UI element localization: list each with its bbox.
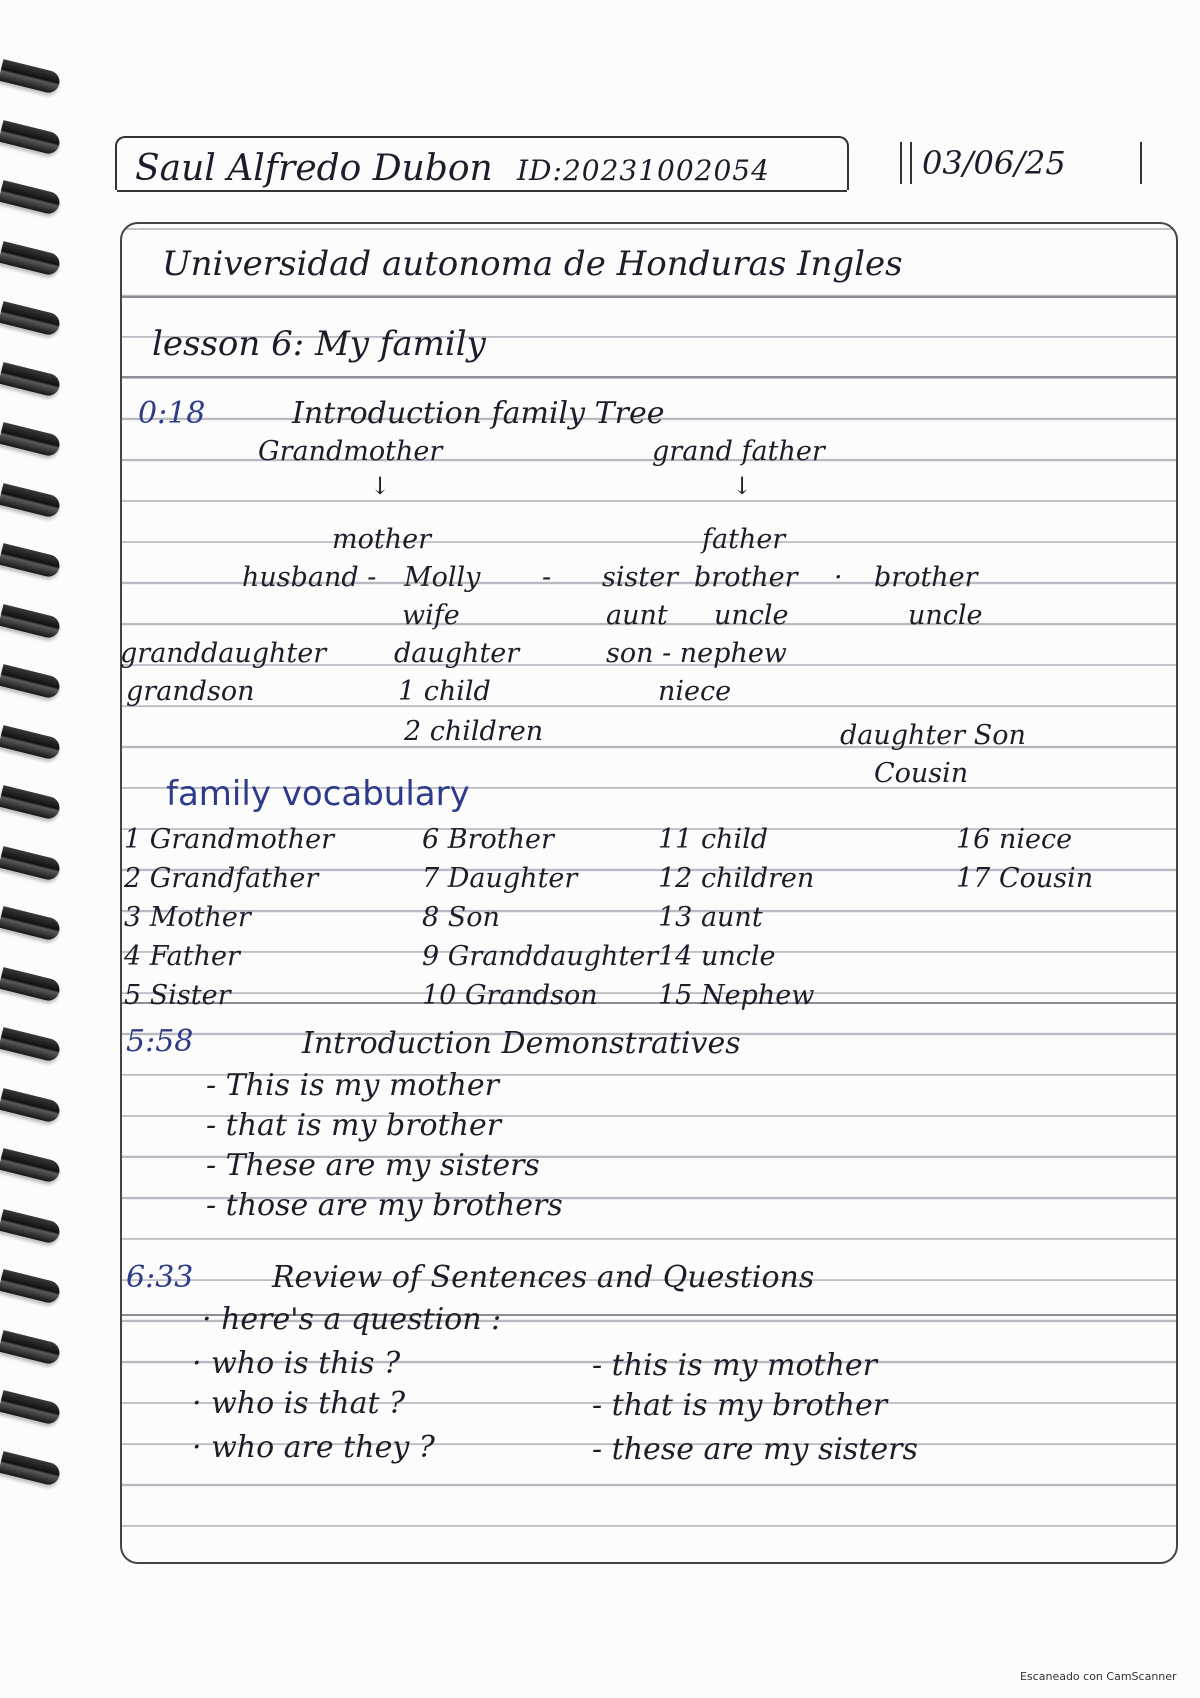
spiral-coil bbox=[0, 120, 62, 156]
scanner-watermark: Escaneado con CamScanner bbox=[1020, 1670, 1177, 1683]
spiral-coil bbox=[0, 483, 62, 519]
tree-brother-2: brother bbox=[874, 562, 978, 593]
ruled-section bbox=[120, 222, 1178, 1564]
spiral-coil bbox=[0, 59, 62, 95]
vocab-col-2 bbox=[422, 824, 658, 1019]
spiral-coil bbox=[0, 1269, 62, 1305]
vocab-item: 9 Granddaughter bbox=[422, 941, 659, 972]
spiral-coil bbox=[0, 543, 62, 579]
vocab-item: 11 child bbox=[658, 824, 769, 855]
answer: - that is my brother bbox=[592, 1388, 888, 1423]
section1-time: 0:18 bbox=[138, 396, 206, 431]
tree-uncle-2: uncle bbox=[908, 600, 983, 631]
spiral-coil bbox=[0, 1148, 62, 1184]
vocab-item: 7 Daughter bbox=[422, 863, 578, 894]
spiral-coil bbox=[0, 664, 62, 700]
section2-time: 5:58 bbox=[126, 1024, 194, 1059]
tree-mother: mother bbox=[332, 524, 431, 555]
spiral-coil bbox=[0, 1209, 62, 1245]
spiral-coil bbox=[0, 1027, 62, 1063]
vocab-item: 8 Son bbox=[422, 902, 500, 933]
spiral-coil bbox=[0, 785, 62, 821]
tree-husband: husband - bbox=[242, 562, 377, 593]
vocab-item: 6 Brother bbox=[422, 824, 554, 855]
tree-uncle: uncle bbox=[714, 600, 789, 631]
tree-aunt: aunt bbox=[606, 600, 668, 631]
tree-grandson: grandson bbox=[126, 676, 255, 707]
demonstrative-line: - These are my sisters bbox=[206, 1148, 540, 1183]
question: · who is this ? bbox=[192, 1346, 401, 1381]
spiral-coil bbox=[0, 1390, 62, 1426]
demonstrative-line: - those are my brothers bbox=[206, 1188, 563, 1223]
section3-heading: Review of Sentences and Questions bbox=[272, 1260, 815, 1295]
vocab-item: 5 Sister bbox=[124, 980, 231, 1011]
tree-granddaughter: granddaughter bbox=[120, 638, 327, 669]
vocab-item: 12 children bbox=[658, 863, 815, 894]
header-box bbox=[115, 136, 849, 190]
vocab-item: 4 Father bbox=[124, 941, 240, 972]
spiral-coil bbox=[0, 846, 62, 882]
tree-son-nephew: son - nephew bbox=[606, 638, 787, 669]
vocab-col-4 bbox=[956, 824, 1093, 902]
spiral-coil bbox=[0, 725, 62, 761]
student-name: Saul Alfredo Dubon bbox=[135, 148, 493, 189]
vocab-item: 14 uncle bbox=[658, 941, 776, 972]
vocab-col-3 bbox=[658, 824, 814, 1019]
tree-child: 1 child bbox=[398, 676, 491, 707]
tree-dash: - bbox=[542, 562, 552, 593]
lesson-title: lesson 6: My family bbox=[152, 324, 486, 364]
arrow-down-icon: ↓ bbox=[370, 472, 391, 500]
university-title: Universidad autonoma de Honduras Ingles bbox=[162, 244, 903, 284]
demonstrative-line: - This is my mother bbox=[206, 1068, 499, 1103]
date: 03/06/25 bbox=[922, 144, 1066, 182]
answer: - these are my sisters bbox=[592, 1432, 918, 1467]
spiral-coil bbox=[0, 241, 62, 277]
tree-grandmother: Grandmother bbox=[258, 436, 443, 467]
spiral-coil bbox=[0, 967, 62, 1003]
arrow-down-icon: ↓ bbox=[732, 472, 753, 500]
section1-heading: Introduction family Tree bbox=[292, 396, 665, 431]
section3-time: 6:33 bbox=[126, 1260, 194, 1295]
tree-cousin: Cousin bbox=[874, 758, 969, 789]
tree-sister: sister bbox=[602, 562, 679, 593]
question: · who are they ? bbox=[192, 1430, 435, 1465]
demonstrative-line: - that is my brother bbox=[206, 1108, 502, 1143]
tree-wife: wife bbox=[402, 600, 460, 631]
vocab-item: 2 Grandfather bbox=[124, 863, 319, 894]
spiral-coil bbox=[0, 180, 62, 216]
spiral-coil bbox=[0, 604, 62, 640]
spiral-coil bbox=[0, 906, 62, 942]
tree-brother: brother bbox=[694, 562, 798, 593]
vocab-item: 3 Mother bbox=[124, 902, 251, 933]
vocab-item: 17 Cousin bbox=[956, 863, 1094, 894]
section2-heading: Introduction Demonstratives bbox=[302, 1026, 741, 1061]
tree-dot: · bbox=[834, 562, 843, 593]
student-id: ID:20231002054 bbox=[517, 154, 770, 187]
tree-children: 2 children bbox=[404, 716, 544, 747]
tree-daughter-son: daughter Son bbox=[840, 720, 1026, 751]
spiral-coil bbox=[0, 362, 62, 398]
tree-niece: niece bbox=[658, 676, 732, 707]
question: · who is that ? bbox=[192, 1386, 406, 1421]
answer: - this is my mother bbox=[592, 1348, 878, 1383]
tree-molly: Molly bbox=[404, 562, 481, 593]
vocab-item: 15 Nephew bbox=[658, 980, 815, 1011]
spiral-coil bbox=[0, 1330, 62, 1366]
vocab-item: 10 Grandson bbox=[422, 980, 598, 1011]
tree-grandfather: grand father bbox=[652, 436, 825, 467]
vocab-col-1 bbox=[124, 824, 334, 1019]
spiral-coil bbox=[0, 1088, 62, 1124]
vocab-item: 16 niece bbox=[956, 824, 1073, 855]
tree-daughter: daughter bbox=[394, 638, 520, 669]
spiral-coil bbox=[0, 422, 62, 458]
tree-father: father bbox=[702, 524, 786, 555]
vocab-item: 1 Grandmother bbox=[124, 824, 334, 855]
date-box bbox=[900, 138, 1150, 188]
question-intro: · here's a question : bbox=[202, 1302, 502, 1337]
spiral-coil bbox=[0, 301, 62, 337]
vocab-item: 13 aunt bbox=[658, 902, 763, 933]
spiral-binding bbox=[0, 0, 70, 1698]
vocab-heading: family vocabulary bbox=[166, 774, 470, 814]
spiral-coil bbox=[0, 1451, 62, 1487]
